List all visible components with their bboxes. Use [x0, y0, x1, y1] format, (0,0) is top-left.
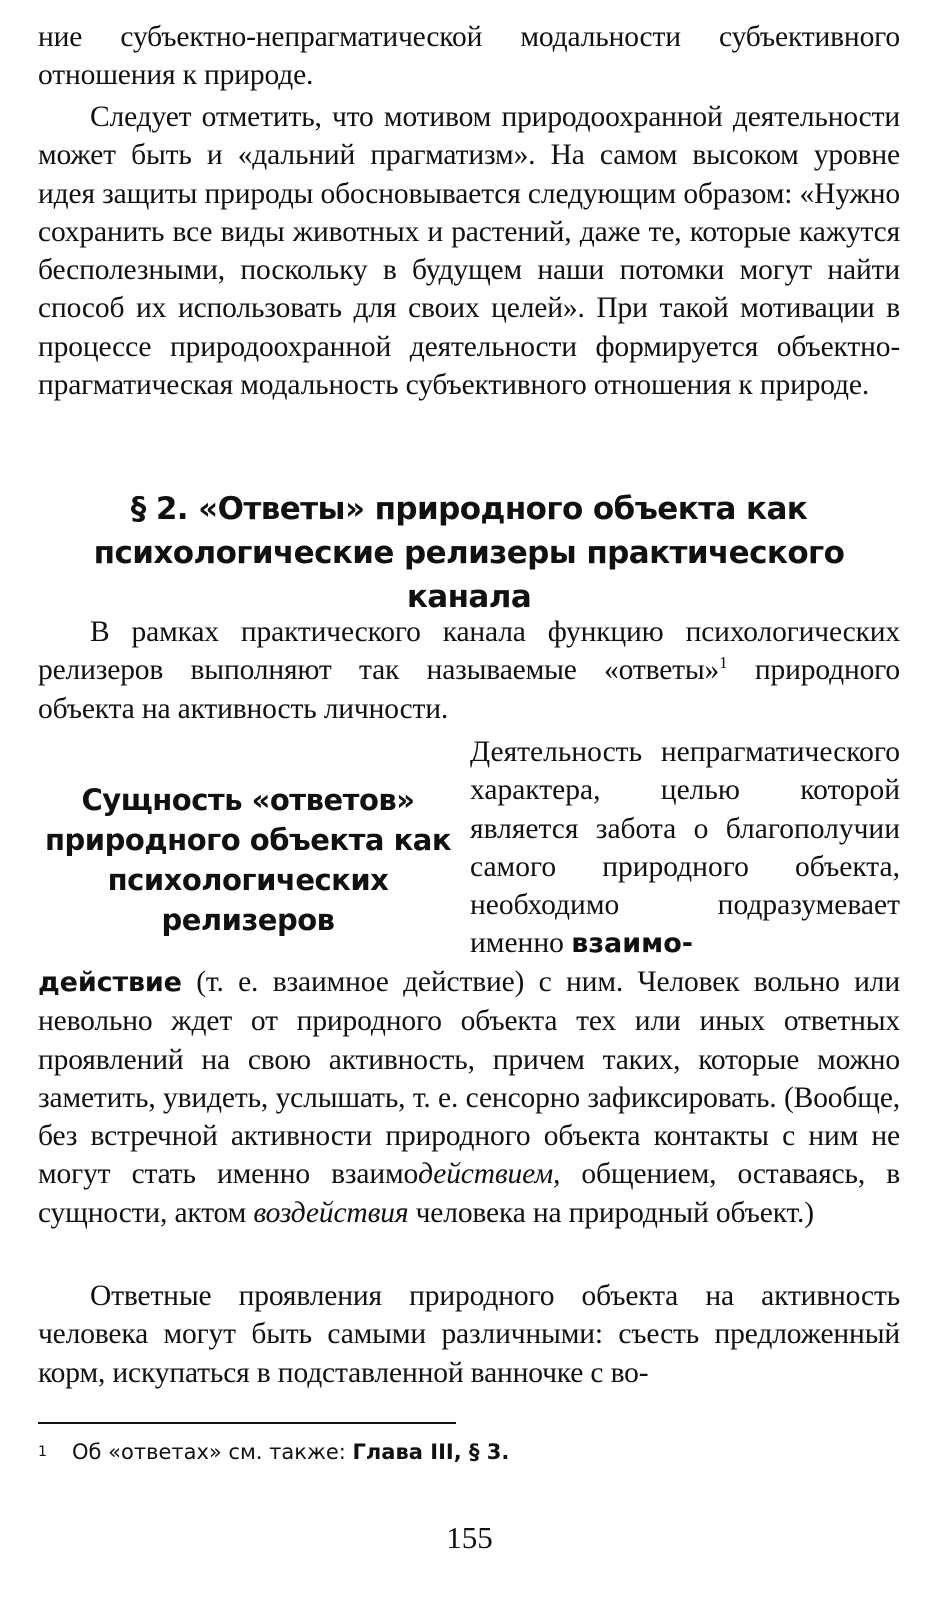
- footnote-text: Об «ответах» см. также:: [72, 1440, 353, 1464]
- interaction-text-c: человека на природный объект.): [408, 1196, 814, 1229]
- side-column-bold: взаимо-: [571, 928, 693, 960]
- interaction-italic-2: воздействия: [253, 1196, 409, 1229]
- side-column-text: Деятельность непрагматического характера, целью которой является забота о благополучии самого природного объекта, необходимо подразумевает именно: [470, 736, 900, 960]
- footnote: [38, 1437, 900, 1467]
- interaction-text-b: общением, оставаясь, в сущности, актом: [38, 1158, 901, 1229]
- paragraph-responses: Ответные проявления природного объекта на активность человека могут быть самыми различными: съесть предложенный корм, искупаться в подставленной ванночке с во-: [38, 1280, 900, 1389]
- paragraph-interaction: [38, 963, 900, 1232]
- interaction-bold: действие: [38, 967, 182, 998]
- footnote-mark: 1: [38, 1444, 47, 1460]
- paragraph-motive: Следует отметить, что мотивом природоохранной деятельности может быть и «дальний прагматизм». На самом высоком уровне идея защиты природы обосновывается следующим образом: «Нужно сохранить все виды животных и растений, даже те, которые кажутся бесполезными, поскольку в будущем наши потомки могут найти способ их использовать для своих целей». При такой мотивации в процессе природоохранной деятельности формируется объектно-прагматическая модальность субъективного отношения к природе.: [38, 101, 900, 402]
- footnote-divider: [38, 1422, 456, 1424]
- section-heading: § 2. «Ответы» природного объекта как психологические релизеры практического канала: [93, 491, 845, 615]
- paragraph-intro-text-end: природного объекта на активность личности.: [38, 654, 900, 725]
- paragraph-side-column: [470, 733, 900, 964]
- interaction-italic-1: действием,: [418, 1158, 561, 1191]
- paragraph-intro: [38, 613, 900, 728]
- page-number: 155: [446, 1520, 493, 1555]
- paragraph-continuation: ние субъектно-непрагматической модальности субъективного отношения к природе.: [38, 21, 900, 92]
- footnote-chapter-link[interactable]: Глава III, § 3.: [352, 1440, 510, 1464]
- margin-heading: Сущность «ответов» природного объекта как психологических релизеров: [44, 783, 452, 937]
- footnote-reference[interactable]: 1: [719, 653, 728, 673]
- interaction-text-a: (т. е. взаимное действие) с ним. Человек вольно или невольно ждет от природного объекта тех или иных ответных проявлений на свою активность, причем таких, которые можно заметить, увидеть, услышать, т. е. сенсорно зафиксировать. (Вообще, без встречной активности природного объекта контакты с ним не могут стать именно взаимо: [38, 966, 900, 1191]
- paragraph-intro-text: В рамках практического канала функцию психологических релизеров выполняют так называемые «ответы»: [38, 616, 900, 687]
